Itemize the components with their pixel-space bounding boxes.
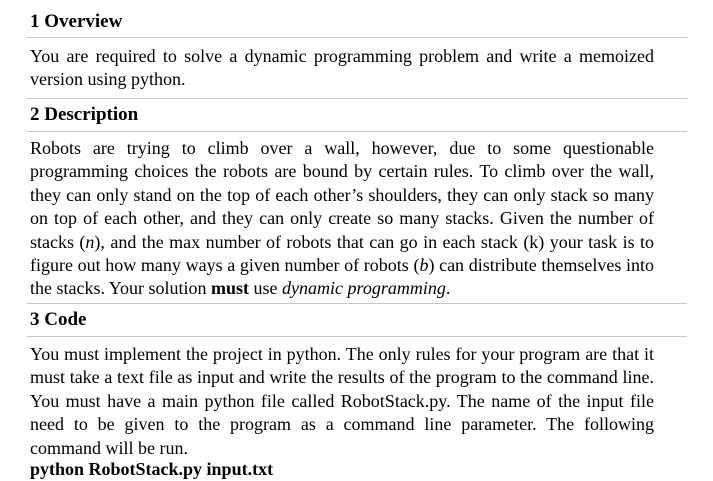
- section-divider: [27, 336, 687, 337]
- description-text-2: ), and the max number of robots that can go in each stack (k) your task is to figure out how many ways a given number of robots (: [30, 231, 655, 276]
- variable-b: b: [419, 255, 429, 276]
- description-heading: 2 Description: [30, 104, 139, 125]
- description-text-5: .: [445, 278, 451, 299]
- variable-n: n: [85, 231, 95, 252]
- section-divider: [27, 37, 687, 38]
- section-divider: [27, 98, 687, 99]
- section-divider: [27, 303, 687, 304]
- command-line-example: python RobotStack.py input.txt: [30, 459, 274, 479]
- description-text-1: Robots are trying to climb over a wall, however, due to some questionable programming choices the robots are bound by certain rules. To climb over the wall, they can only stand on the top of each other’s shoulders, they can only stack so many on top of each other, and they can only create so many stacks. Given the number of stacks (: [30, 138, 654, 252]
- description-text-3: ) can distribute themselves into the stacks. Your solution: [30, 255, 654, 299]
- description-text-4: use: [249, 278, 283, 299]
- overview-heading: 1 Overview: [30, 11, 123, 32]
- code-heading: 3 Code: [30, 309, 87, 330]
- dynamic-programming-phrase: dynamic programming: [282, 278, 446, 299]
- description-paragraph: [30, 137, 654, 301]
- overview-paragraph: You are required to solve a dynamic programming problem and write a memoized version using python.: [30, 46, 654, 90]
- code-paragraph: You must implement the project in python. The only rules for your program are that it must take a text file as input and write the results of the program to the command line. You must have a main python file called RobotStack.py. The name of the input file need to be given to the program as a command line parameter. The following command will be run.: [30, 344, 654, 458]
- emphasis-must: must: [211, 278, 250, 299]
- section-divider: [27, 131, 687, 132]
